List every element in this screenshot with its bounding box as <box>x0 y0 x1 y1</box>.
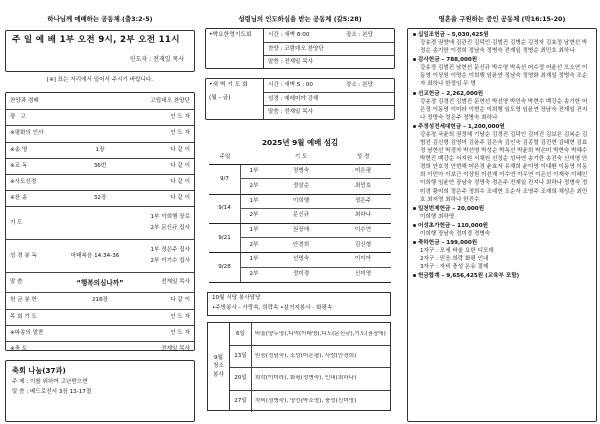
order-detail: 216장 <box>91 297 109 304</box>
service-label: •새 벽 기 도 회 <box>209 82 248 88</box>
prayer-person: 안경희 <box>292 241 310 248</box>
prayer-row <box>6 206 194 239</box>
cleaning-row <box>230 390 390 412</box>
order-detail: 1장 <box>95 146 105 153</box>
order-row <box>6 158 194 174</box>
scripture-person: 이수연 <box>354 227 372 234</box>
header-scripture: 성 경 <box>356 154 370 161</box>
offering-names: 이희행 최하영 <box>420 213 455 220</box>
order-item: ※평화의 인사 <box>10 130 44 137</box>
offering-category <box>413 124 591 204</box>
offering-heading: 주정성전세대헌금 – 1,200,000원 <box>418 123 505 130</box>
offering-category <box>413 91 591 122</box>
scripture-row <box>6 239 194 272</box>
schedule-row <box>241 195 391 209</box>
order-row <box>6 142 194 158</box>
kitchen-duty-title: 10월 식당 봉사담당 <box>212 295 261 301</box>
service-info-row <box>264 29 394 42</box>
order-leader: 전재일 목사 <box>161 279 190 286</box>
service-part: 1부 <box>249 168 259 175</box>
offering-category <box>413 206 591 221</box>
prayer-leader-2: 2부 문신규 집사 <box>150 225 190 232</box>
offering-category <box>413 240 591 271</box>
cleaning-date: 6일 <box>230 323 252 345</box>
service-preacher: 말씀 : 전재일 목사 <box>268 108 314 115</box>
service-days: (월 - 금) <box>209 95 231 102</box>
bullet-icon <box>413 207 416 210</box>
offering-category <box>413 32 591 55</box>
worship-service-schedule <box>209 151 391 283</box>
cleaning-row <box>230 367 390 389</box>
order-item: 말 씀 <box>10 279 23 286</box>
small-group-box <box>5 360 195 422</box>
scripture-person: 최하나 <box>354 212 372 219</box>
offering-heading: 일천번제헌금 – 20,000원 <box>418 205 485 212</box>
order-leader: 다 같 이 <box>170 179 190 186</box>
schedule-date: 9/7 <box>209 165 241 193</box>
bullet-icon <box>413 33 416 36</box>
sermon-title: “행복의심나까” <box>76 278 124 287</box>
order-leader: 전재일 목사 <box>161 345 190 352</box>
bullet-icon <box>413 58 416 61</box>
order-row <box>6 341 194 357</box>
order-item: 광 고 <box>10 114 28 121</box>
order-leader: 다 같 이 <box>170 146 190 153</box>
schedule-row <box>241 179 391 193</box>
service-place: 장소 : 본당 <box>346 82 374 88</box>
schedule-row <box>241 238 391 252</box>
order-item: 성 경 봉 독 <box>10 252 37 259</box>
header-prayer: 기 도 <box>294 154 308 161</box>
order-item: ※교 독 <box>10 162 28 169</box>
kitchen-duty-box <box>207 292 391 316</box>
reader-1: 1부 정은주 집사 <box>150 247 190 254</box>
order-item: ※파송의 말씀 <box>10 329 44 336</box>
order-item: ※축 도 <box>10 345 28 352</box>
service-part: 2부 <box>249 241 259 248</box>
service-part: 2부 <box>249 182 259 189</box>
service-info-row <box>264 55 394 68</box>
scripture-person: 정은주 <box>354 197 372 204</box>
order-leader: 다 같 이 <box>170 162 190 169</box>
order-leader: 다 같 이 <box>170 195 190 202</box>
scripture-person: 신미영 <box>354 271 372 278</box>
scripture-person: 이이아 <box>354 256 372 263</box>
prayer-person: 선명숙 <box>292 256 310 263</box>
schedule-date: 9/21 <box>209 224 241 252</box>
scripture-person: 어은평 <box>354 168 372 175</box>
prayer-person: 권장애 <box>292 227 310 234</box>
offering-category <box>413 57 591 88</box>
order-leader: 고립대오 찬양단 <box>150 97 190 104</box>
offering-heading: 축하헌금 – 199,000원 <box>418 239 478 246</box>
bullet-icon <box>413 224 416 227</box>
prayer-person: 정병숙 <box>292 168 310 175</box>
service-part: 1부 <box>249 256 259 263</box>
kitchen-duty-detail: •주방봉사 - 사랑속, 희락속 •설거지봉사 - 화평속 <box>212 304 333 311</box>
offering-total <box>413 273 591 280</box>
column-verse: 영혼을 구원하는 증인 공동체 (막16:15-20) <box>438 15 566 23</box>
schedule-date: 9/28 <box>209 253 241 281</box>
standing-notice: [※] 표는 자리에서 일어서 주시기 바랍니다. <box>46 77 154 83</box>
service-time: 시간 : 새벽 8:00 <box>268 32 310 38</box>
order-item: 기 도 <box>10 219 23 226</box>
bullet-icon <box>413 274 416 277</box>
cleaning-groups: 희락(이미라), 화평(정병숙), 인내(최하나) <box>255 375 357 382</box>
service-preacher: 말씀 : 전재일 목사 <box>268 58 314 65</box>
order-row <box>6 125 194 141</box>
offering-names: 강송경 김경진 김범진 문현선 박선영 박민숙 박현수 백강순 송기한 어은정 이동영 이미라 이현순 이희행 임도영 임윤연 장남숙 전재일 진지나 정명숙 정은주 정병숙 최하나 <box>420 98 588 121</box>
worship-order-column <box>5 0 195 424</box>
offering-heading: 감사헌금 – 788,000원 <box>418 57 478 64</box>
header-sunday: 주일 <box>219 154 231 161</box>
schedule-title: 2025년 9월 예배 섬김 <box>261 138 339 147</box>
services-column <box>205 0 395 424</box>
service-praise: 찬양 : 코람데오 찬양단 <box>268 45 324 52</box>
order-item: ※찬 송 <box>10 195 28 202</box>
service-info-row <box>264 92 394 105</box>
order-leader: 인 도 자 <box>170 313 190 320</box>
order-item: ※사도신경 <box>10 179 37 186</box>
schedule-week <box>209 253 391 282</box>
offering-names: 이희행 장남숙 정미경 정병숙 <box>420 230 491 237</box>
order-leader: 다 같 이 <box>170 297 190 304</box>
column-verse: 하나님께 예배하는 공동체 (출3:2-5) <box>47 15 153 23</box>
schedule-row <box>241 165 391 179</box>
service-part: 2부 <box>249 212 259 219</box>
schedule-row <box>241 224 391 238</box>
offering-names: 1자구 : 모세 바울 요한 디모데 2자구 : 믿음 희락 화평 인내 3자구 : 자비 충성 온유 절제 <box>420 247 494 271</box>
schedule-week <box>209 224 391 253</box>
prayer-person: 정미경 <box>292 271 310 278</box>
schedule-row <box>241 268 391 282</box>
bullet-icon <box>413 125 416 128</box>
dawn-prayer-box <box>205 78 395 120</box>
service-info-row <box>264 42 394 55</box>
cleaning-duty-label-text: 9월 청소 봉사 <box>213 354 224 378</box>
order-detail: 36번 <box>93 162 107 169</box>
order-leader: 인 도 자 <box>170 329 190 336</box>
order-row <box>6 109 194 125</box>
offering-total-heading: 헌금합계 – 9,656,425원 (교육부 포함) <box>418 273 520 280</box>
offering-column <box>407 0 597 424</box>
order-item: 찬양과 경배 <box>10 97 39 104</box>
scripture-person: 최민호 <box>354 182 372 189</box>
service-scripture: 성경 : 예레미야 강해 <box>268 95 319 102</box>
offering-list-box <box>407 28 597 422</box>
offering-names: 강송경 김범진 남현선 문신규 박수영 박옥선 어수정 어윤선 오소연 이동영 이상원 이명순 이희행 임윤연 정남숙 정영화 최재일 정병숙 조순자 최하나 한정임 무 명 <box>420 65 588 88</box>
reader-2: 2부 이기수 집사 <box>150 258 190 265</box>
small-group-title: 축회 나눔(37과) <box>12 366 66 375</box>
small-group-topic: 주 제 : 이를 위하여 고난받으면 <box>12 379 88 385</box>
service-info-row <box>264 79 394 92</box>
offering-names: 강송경 국윤희 권정혜 기남순 김경진 김덕인 김미진 김보은 김복순 김범진 김신형 김영미 김윤주 김은숙 김인숙 김종렬 김진현 김태현 김효정 남현선 박경자 박선영 박성순 박옥선 박윤희 박은미 박현숙 박혜수 박현진 백강순 서지원 서채원 선정순 성낙연 송기한 송진숙 신미영 안경희 안호정 안현해 어은경 윤효자 유재희 윤이영 이대환 이동영 이동희 이민아 이보근 이상원 이선재 이수연 이우연 이은선 이재숙 이혜인 이희행 임윤연 장남숙 정명숙 정은주 전재일 진지나 최하나 정병숙 정미경 황미희 정은주 정희수 조대현 조순자 조영주 조재희 채성은 최민호 최지영 최하나 한진수 <box>420 131 588 203</box>
offering-heading: 선교헌금 – 2,262,000원 <box>418 90 484 97</box>
small-group-scripture: 말 씀 : 베드로전서 3장 13-17절 <box>12 388 92 395</box>
service-part: 1부 <box>249 197 259 204</box>
cleaning-groups: 믿음(정남숙), 소망(어은평), 사랑(안경희) <box>255 353 357 360</box>
schedule-row <box>241 253 391 267</box>
schedule-week <box>209 165 391 194</box>
order-of-worship-table <box>5 92 195 351</box>
scripture-person: 김신형 <box>354 241 372 248</box>
cleaning-groups: 바울(양두영),디먹(이태영),디도(문신규),기도(권장애) <box>255 330 386 337</box>
bullet-icon <box>413 92 416 95</box>
scripture-ref: 마태복음 14:34-36 <box>70 252 120 259</box>
order-row <box>6 93 194 109</box>
cleaning-date: 13일 <box>230 346 252 367</box>
prayer-person: 정삼순 <box>292 182 310 189</box>
schedule-row <box>241 209 391 223</box>
cleaning-date: 27일 <box>230 391 252 412</box>
order-row <box>6 309 194 325</box>
order-item: 목 회 기 도 <box>10 313 37 320</box>
service-part: 1부 <box>249 227 259 234</box>
sunday-worship-box <box>5 30 195 72</box>
prayer-person: 이희행 <box>292 197 310 204</box>
order-leader: 인 도 자 <box>170 130 190 137</box>
offering-heading: 십일조헌금 – 5,030,425원 <box>418 32 489 38</box>
cleaning-row <box>230 323 390 345</box>
order-row <box>6 325 194 341</box>
volunteer-section <box>207 292 391 411</box>
saturday-prayer-box <box>205 28 395 69</box>
order-row <box>6 190 194 206</box>
order-row <box>6 174 194 190</box>
column-verse: 성령님의 인도하심을 받는 공동체 (갈5:28) <box>238 15 362 23</box>
offering-category <box>413 223 591 238</box>
cleaning-duty-label <box>208 323 230 410</box>
service-time: 시간 : 새벽 5 : 00 <box>268 82 313 88</box>
order-detail: 32장 <box>93 195 107 202</box>
order-item: 헌 금 봉 헌 <box>10 297 37 304</box>
cleaning-groups: 자비(정병숙), 양선(박소영), 충성(신미영) <box>255 397 357 404</box>
prayer-person: 문신규 <box>292 212 310 219</box>
prayer-leader-1: 1부 이희행 장로 <box>150 214 190 221</box>
cleaning-row <box>230 345 390 367</box>
bullet-icon <box>413 241 416 244</box>
order-row <box>6 272 194 292</box>
order-leader: 인 도 자 <box>170 114 190 121</box>
offering-names: 강송경 권향애 김관진 김덕인 김범진 김병순 김정자 김효정 남현선 박정순 송기한 이정희 정남숙 정병숙 전재일 정병순 최민호 최하나 <box>420 39 588 55</box>
offering-heading: 어성초가헌금 – 110,000원 <box>418 222 488 229</box>
cleaning-duty-table <box>207 322 391 411</box>
schedule-week <box>209 195 391 224</box>
service-info-row <box>264 105 394 118</box>
service-place: 장소 : 본당 <box>346 32 374 38</box>
service-part: 2부 <box>249 271 259 278</box>
schedule-header <box>209 151 391 165</box>
worship-leader: 인도자 : 전재일 목사 <box>129 56 184 63</box>
worship-title: 주 일 예 배 1부 오전 9시, 2부 오전 11시 <box>12 35 180 45</box>
cleaning-date: 20일 <box>230 368 252 389</box>
schedule-date: 9/14 <box>209 195 241 223</box>
order-item: ※송 영 <box>10 146 28 153</box>
order-row <box>6 292 194 308</box>
service-label: •박요한영기도회 <box>206 29 264 68</box>
